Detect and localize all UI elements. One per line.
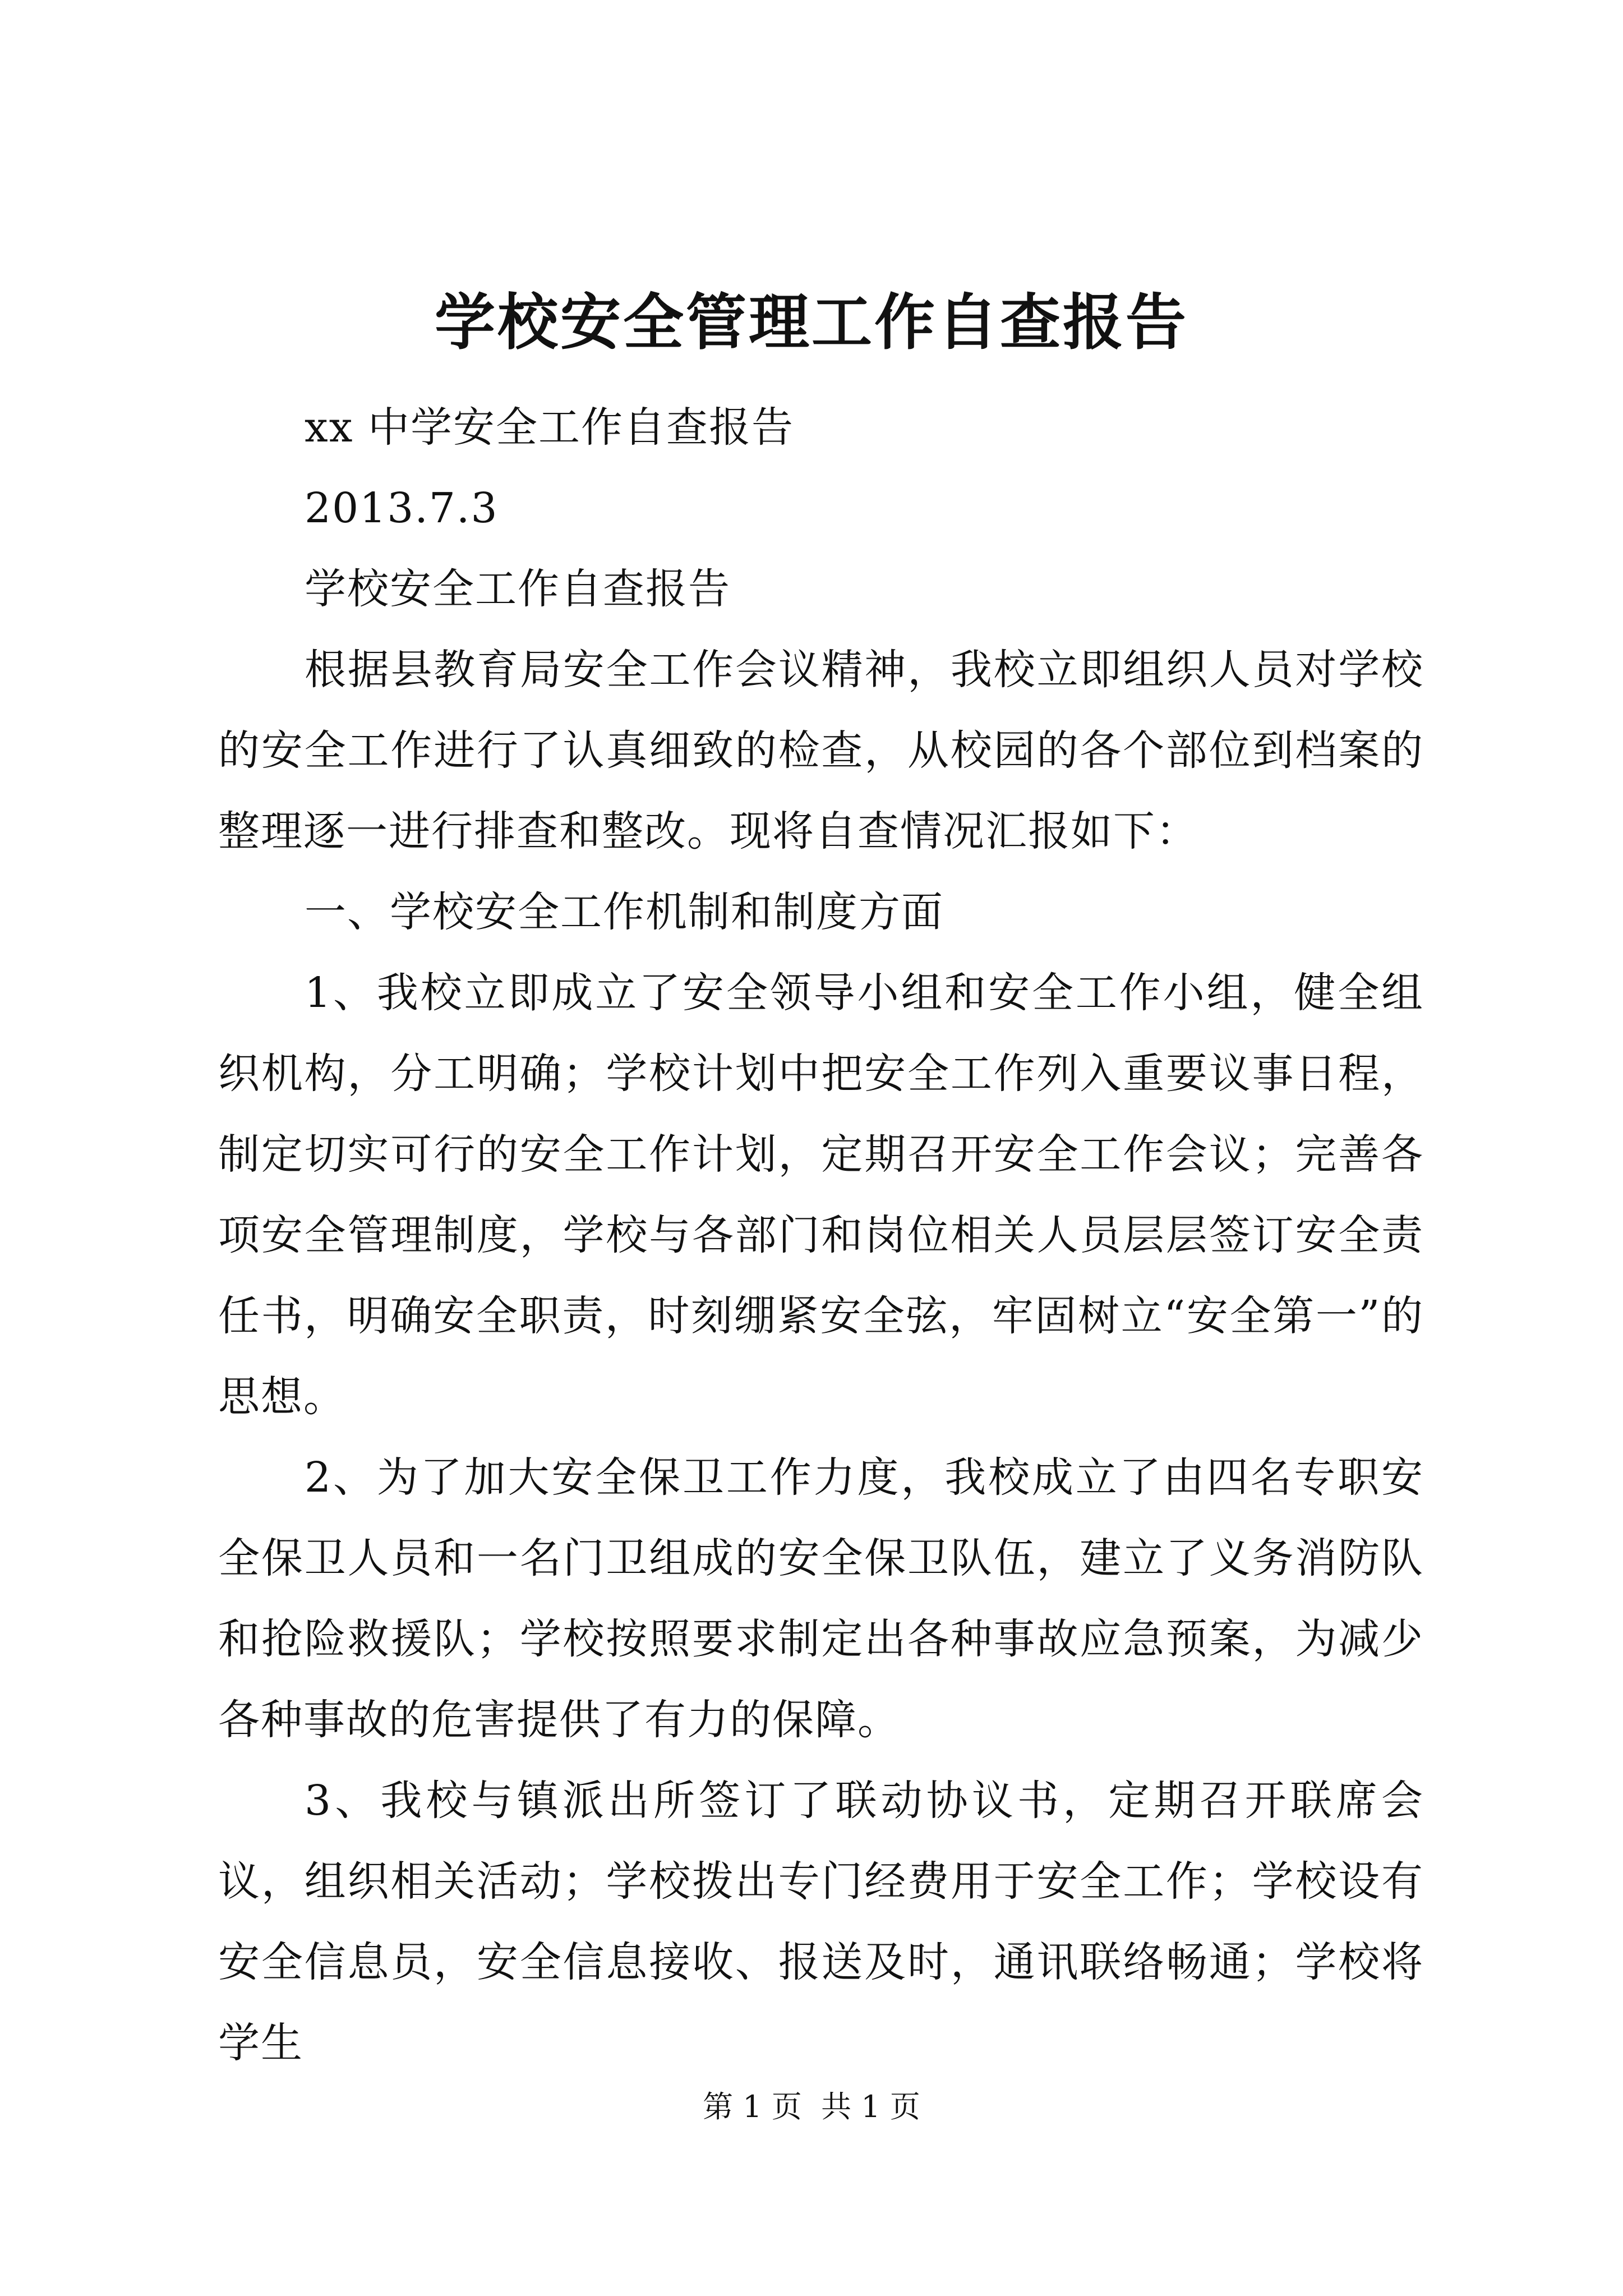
intro-paragraph: 根据县教育局安全工作会议精神，我校立即组织人员对学校的安全工作进行了认真细致的检查，从校园的各个部位到档案的整理逐一进行排查和整改。现将自查情况汇报如下：	[218, 646, 1424, 855]
subtitle-line: xx 中学安全工作自查报告	[305, 403, 794, 452]
report-heading: 学校安全工作自查报告	[305, 565, 731, 613]
paragraph-item-2: 2、为了加大安全保卫工作力度，我校成立了由四名专职安全保卫人员和一名门卫组成的安全保卫队伍，建立了义务消防队和抢险救援队；学校按照要求制定出各种事故应急预案，为减少各种事故的危害提供了有力的保障。	[218, 1453, 1424, 1744]
date-line: 2013.7.3	[305, 484, 499, 532]
page-footer: 第 1 页 共 1 页	[703, 2089, 920, 2124]
paragraph-item-3: 3、我校与镇派出所签订了联动协议书，定期召开联席会议，组织相关活动；学校拨出专门经费用于安全工作；学校设有安全信息员，安全信息接收、报送及时，通讯联络畅通；学校将学生	[218, 1777, 1424, 2067]
document-body	[218, 387, 1424, 2083]
section-heading: 一、学校安全工作机制和制度方面	[305, 888, 944, 936]
paragraph-item-1: 1、我校立即成立了安全领导小组和安全工作小组，健全组织机构，分工明确；学校计划中把安全工作列入重要议事日程，制定切实可行的安全工作计划，定期召开安全工作会议；完善各项安全管理制度，学校与各部门和岗位相关人员层层签订安全责任书，明确安全职责，时刻绷紧安全弦，牢固树立“安全第一”的思想。	[218, 969, 1424, 1421]
document-title: 学校安全管理工作自查报告	[434, 287, 1188, 358]
